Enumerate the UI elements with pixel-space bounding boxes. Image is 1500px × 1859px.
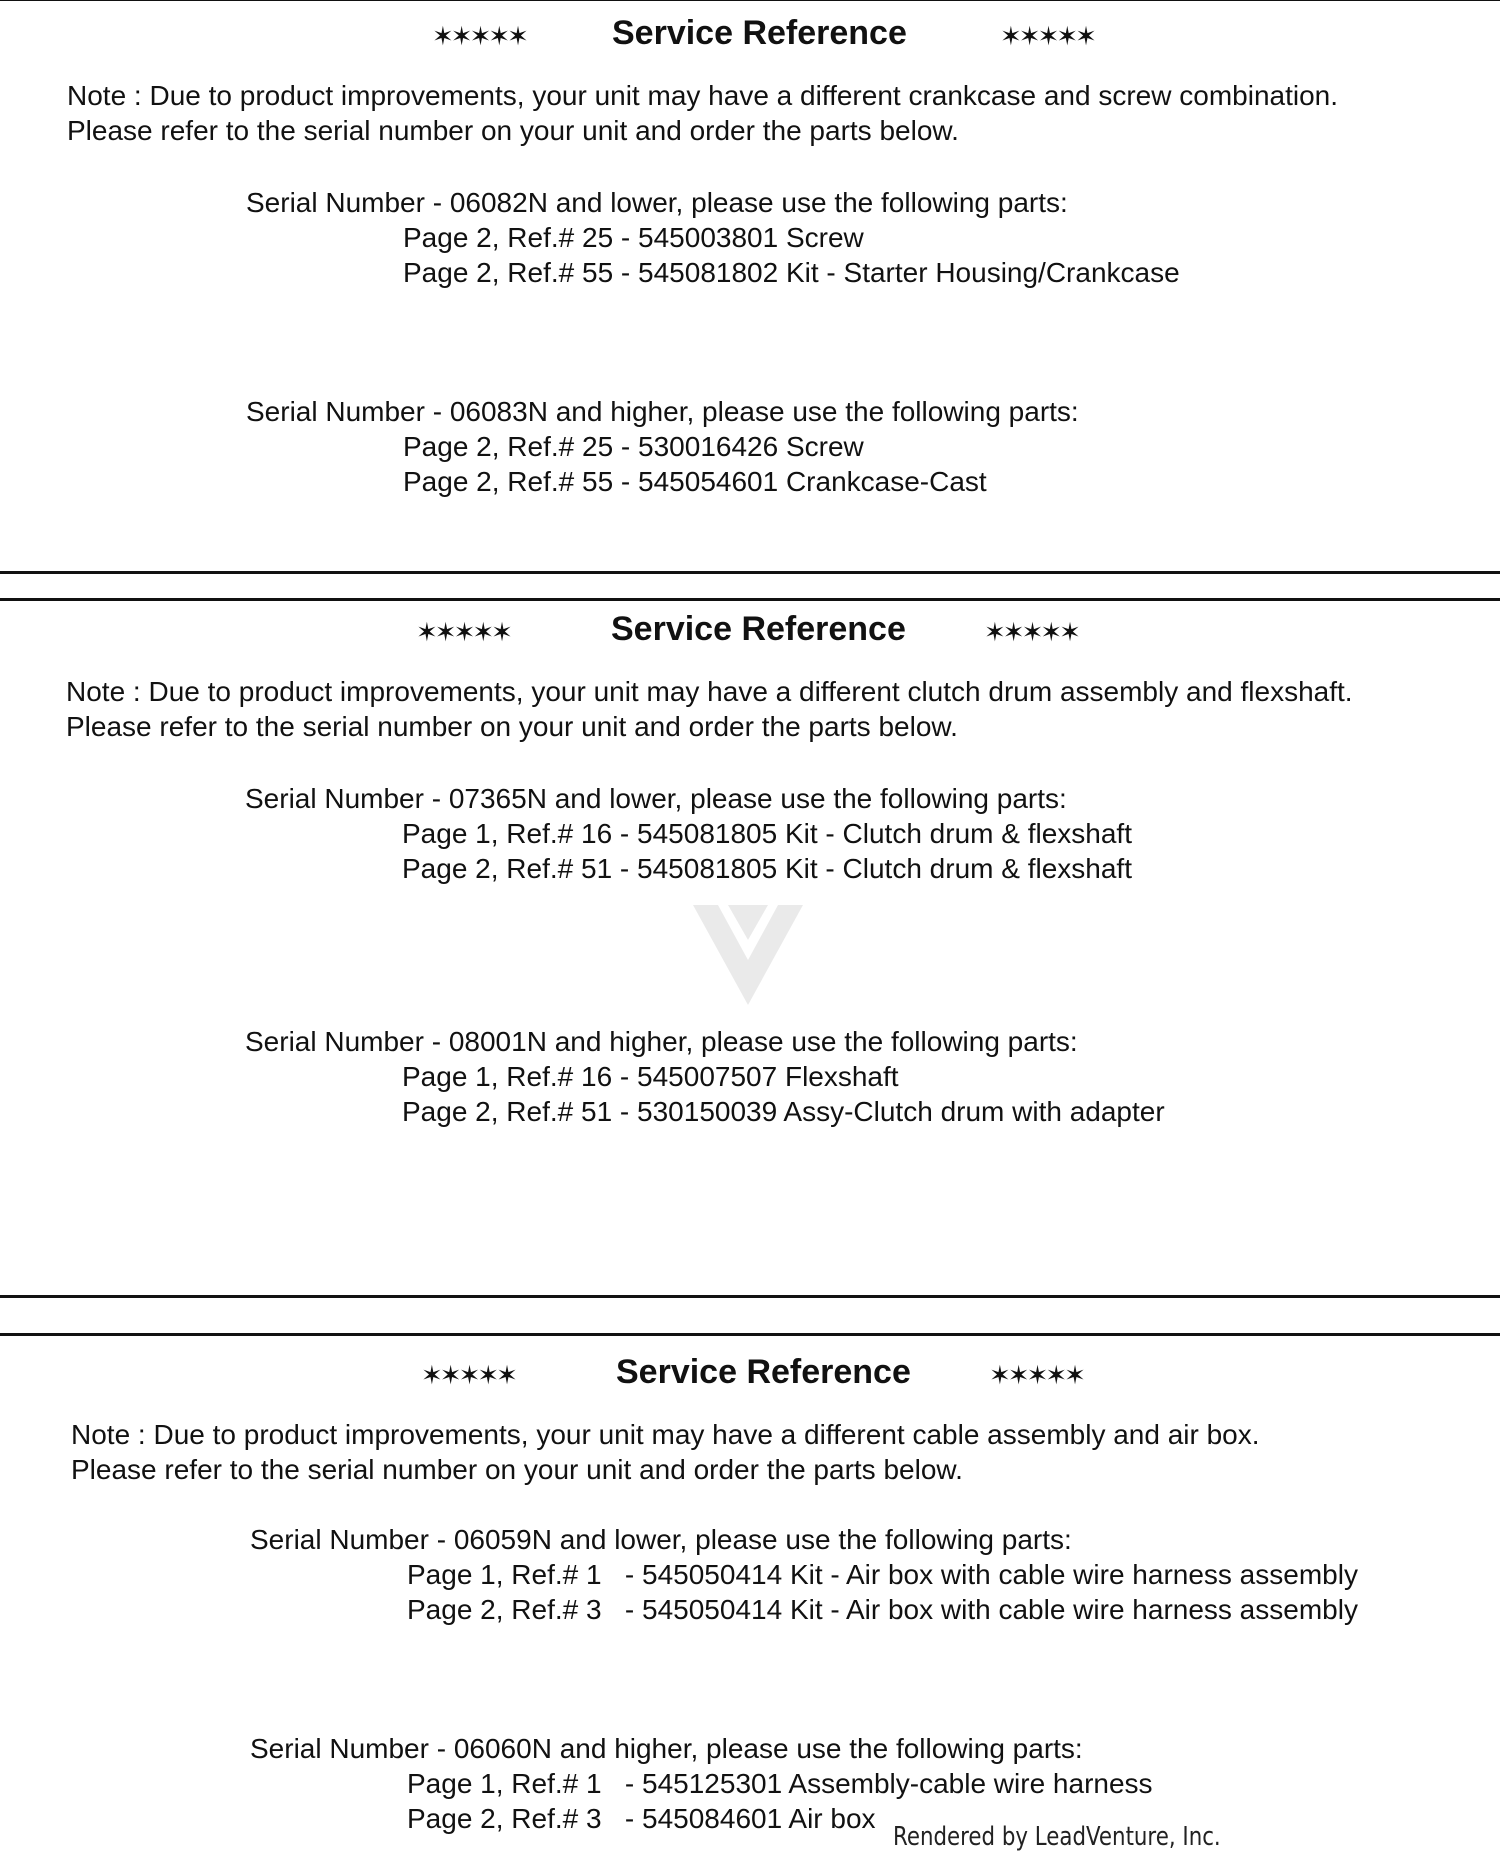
note-line-1: Note : Due to product improvements, your unit may have a different cable assembly and air box. bbox=[71, 1419, 1260, 1450]
part-line: Page 2, Ref.# 3 - 545050414 Kit - Air box with cable wire harness assembly bbox=[407, 1594, 1358, 1625]
stars-decoration-left: ✶✶✶✶✶ bbox=[432, 22, 526, 52]
part-line: Page 1, Ref.# 1 - 545050414 Kit - Air box with cable wire harness assembly bbox=[407, 1559, 1358, 1590]
watermark-logo-icon bbox=[688, 900, 808, 1010]
section-divider bbox=[0, 598, 1500, 601]
serial-number-range-lower: Serial Number - 07365N and lower, please use the following parts: bbox=[245, 783, 1067, 814]
note-line-2: Please refer to the serial number on your unit and order the parts below. bbox=[71, 1454, 963, 1485]
serial-number-range-higher: Serial Number - 08001N and higher, please use the following parts: bbox=[245, 1026, 1078, 1057]
section-title: Service Reference bbox=[616, 1353, 911, 1391]
serial-number-range-higher: Serial Number - 06083N and higher, please use the following parts: bbox=[246, 396, 1079, 427]
part-line: Page 2, Ref.# 51 - 545081805 Kit - Clutch drum & flexshaft bbox=[402, 853, 1132, 884]
note-line-1: Note : Due to product improvements, your unit may have a different clutch drum assembly and flexshaft. bbox=[66, 676, 1353, 707]
serial-number-range-lower: Serial Number - 06059N and lower, please use the following parts: bbox=[250, 1524, 1072, 1555]
part-line: Page 1, Ref.# 16 - 545007507 Flexshaft bbox=[402, 1061, 899, 1092]
part-line: Page 1, Ref.# 1 - 545125301 Assembly-cable wire harness bbox=[407, 1768, 1153, 1799]
rendered-by-footer: Rendered by LeadVenture, Inc. bbox=[893, 1822, 1221, 1852]
stars-decoration-left: ✶✶✶✶✶ bbox=[416, 618, 510, 648]
stars-decoration-right: ✶✶✶✶✶ bbox=[989, 1361, 1083, 1391]
stars-decoration-left: ✶✶✶✶✶ bbox=[421, 1361, 515, 1391]
part-line: Page 1, Ref.# 16 - 545081805 Kit - Clutch drum & flexshaft bbox=[402, 818, 1132, 849]
note-line-2: Please refer to the serial number on your unit and order the parts below. bbox=[67, 115, 959, 146]
note-line-1: Note : Due to product improvements, your unit may have a different crankcase and screw combination. bbox=[67, 80, 1339, 111]
serial-number-range-lower: Serial Number - 06082N and lower, please use the following parts: bbox=[246, 187, 1068, 218]
part-line: Page 2, Ref.# 3 - 545084601 Air box bbox=[407, 1803, 876, 1834]
note-line-2: Please refer to the serial number on your unit and order the parts below. bbox=[66, 711, 958, 742]
section-divider bbox=[0, 1333, 1500, 1336]
stars-decoration-right: ✶✶✶✶✶ bbox=[984, 618, 1078, 648]
section-title: Service Reference bbox=[611, 610, 906, 648]
part-line: Page 2, Ref.# 55 - 545081802 Kit - Starter Housing/Crankcase bbox=[403, 257, 1180, 288]
part-line: Page 2, Ref.# 51 - 530150039 Assy-Clutch drum with adapter bbox=[402, 1096, 1165, 1127]
part-line: Page 2, Ref.# 55 - 545054601 Crankcase-Cast bbox=[403, 466, 987, 497]
section-divider bbox=[0, 571, 1500, 574]
section-divider bbox=[0, 1295, 1500, 1298]
stars-decoration-right: ✶✶✶✶✶ bbox=[1000, 22, 1094, 52]
part-line: Page 2, Ref.# 25 - 530016426 Screw bbox=[403, 431, 864, 462]
part-line: Page 2, Ref.# 25 - 545003801 Screw bbox=[403, 222, 864, 253]
serial-number-range-higher: Serial Number - 06060N and higher, please use the following parts: bbox=[250, 1733, 1083, 1764]
top-border bbox=[0, 0, 1500, 1]
section-title: Service Reference bbox=[612, 14, 907, 52]
